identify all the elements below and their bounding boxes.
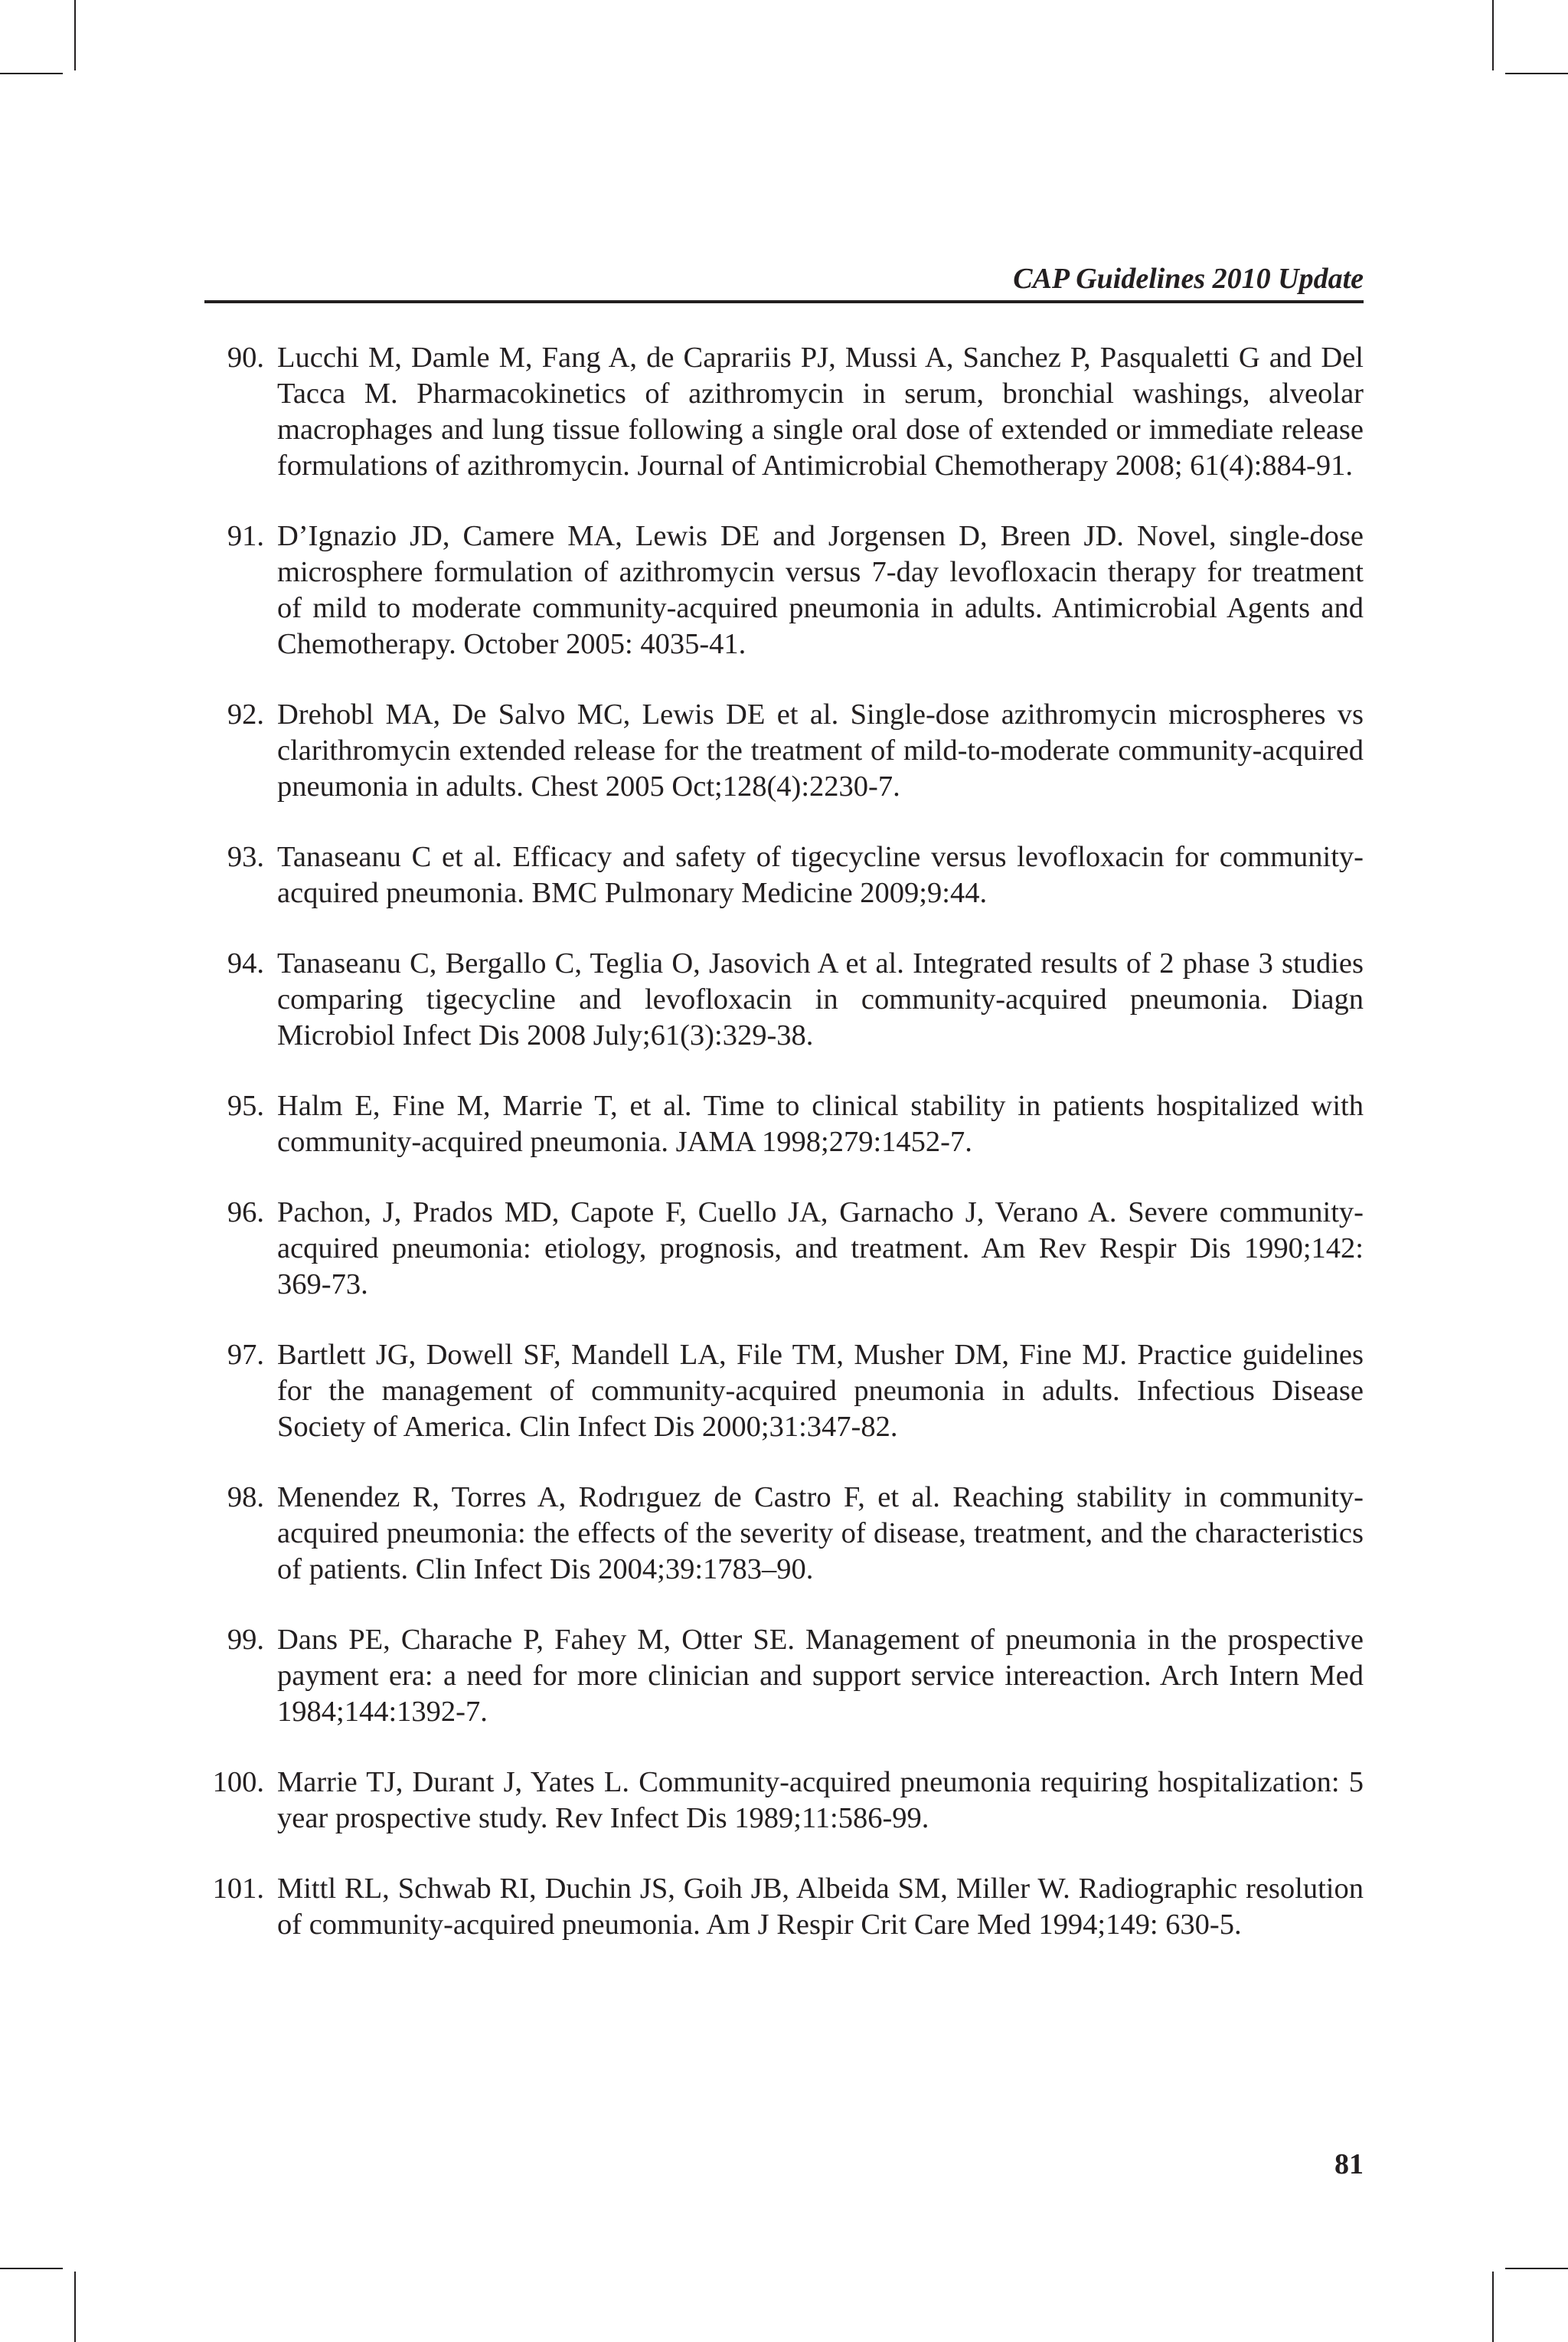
reference-number: 92. <box>227 698 264 731</box>
reference-text: D’Ignazio JD, Camere MA, Lewis DE and Jorgensen D, Breen JD. Novel, single-dose microsphere formulation of azithromycin versus 7-day levofloxacin therapy for treatment of mild to moderate community-acquired pneumonia in adults. Antimicrobial Agents and Chemotherapy. October 2005: 4035-41. <box>277 520 1364 660</box>
reference-text: Pachon, J, Prados MD, Capote F, Cuello JA, Garnacho J, Verano A. Severe community-acquired pneumonia: etiology, prognosis, and treatment. Am Rev Respir Dis 1990;142: 369-73. <box>277 1196 1364 1300</box>
reference-number: 91. <box>227 520 264 552</box>
reference-item <box>204 1480 1364 1588</box>
reference-number: 94. <box>227 947 264 980</box>
reference-number: 93. <box>227 841 264 873</box>
reference-text: Tanaseanu C et al. Efficacy and safety of tigecycline versus levofloxacin for community-acquired pneumonia. BMC Pulmonary Medicine 2009;9:44. <box>277 841 1364 909</box>
reference-list <box>204 340 1364 1977</box>
reference-item <box>204 839 1364 911</box>
reference-item <box>204 1088 1364 1160</box>
reference-item <box>204 340 1364 484</box>
header-rule <box>204 300 1364 303</box>
reference-number: 101. <box>212 1873 264 1905</box>
reference-number: 97. <box>227 1339 264 1371</box>
reference-item <box>204 1622 1364 1730</box>
crop-mark-bottom-right-horizontal <box>1505 2268 1568 2269</box>
crop-mark-bottom-left-vertical <box>74 2272 76 2342</box>
crop-mark-top-left-horizontal <box>0 73 63 74</box>
reference-text: Menendez R, Torres A, Rodrıguez de Castro F, et al. Reaching stability in community-acquired pneumonia: the effects of the severity of disease, treatment, and the characteristics of patients. Clin Infect Dis 2004;39:1783–90. <box>277 1481 1364 1585</box>
reference-item <box>204 946 1364 1054</box>
reference-item <box>204 1765 1364 1837</box>
reference-number: 90. <box>227 342 264 374</box>
reference-item <box>204 1871 1364 1943</box>
reference-number: 98. <box>227 1481 264 1513</box>
reference-item <box>204 1195 1364 1303</box>
running-head-title: CAP Guidelines 2010 Update <box>1013 263 1364 295</box>
crop-mark-top-right-horizontal <box>1505 73 1568 74</box>
reference-text: Lucchi M, Damle M, Fang A, de Caprariis PJ, Mussi A, Sanchez P, Pasqualetti G and Del Tacca M. Pharmacokinetics of azithromycin in serum, bronchial washings, alveolar macrophages and lung tissue following a single oral dose of extended or immediate release formulations of azithromycin. Journal of Antimicrobial Chemotherapy 2008; 61(4):884-91. <box>277 342 1364 482</box>
crop-mark-bottom-left-horizontal <box>0 2268 63 2269</box>
reference-text: Halm E, Fine M, Marrie T, et al. Time to clinical stability in patients hospitalized with community-acquired pneumonia. JAMA 1998;279:1452-7. <box>277 1090 1364 1158</box>
reference-number: 95. <box>227 1090 264 1122</box>
reference-text: Mittl RL, Schwab RI, Duchin JS, Goih JB, Albeida SM, Miller W. Radiographic resolution of community-acquired pneumonia. Am J Respir Crit Care Med 1994;149: 630-5. <box>277 1873 1364 1941</box>
reference-item <box>204 697 1364 805</box>
reference-text: Bartlett JG, Dowell SF, Mandell LA, File TM, Musher DM, Fine MJ. Practice guidelines for the management of community-acquired pneumonia in adults. Infectious Disease Society of America. Clin Infect Dis 2000;31:347-82. <box>277 1339 1364 1443</box>
reference-text: Marrie TJ, Durant J, Yates L. Community-acquired pneumonia requiring hospitalization: 5 year prospective study. Rev Infect Dis 1989;11:586-99. <box>277 1766 1364 1834</box>
reference-number: 100. <box>212 1766 264 1798</box>
crop-mark-bottom-right-vertical <box>1492 2272 1494 2342</box>
reference-item <box>204 518 1364 662</box>
reference-item <box>204 1337 1364 1445</box>
crop-mark-top-right-vertical <box>1492 0 1494 70</box>
reference-number: 99. <box>227 1624 264 1656</box>
reference-text: Dans PE, Charache P, Fahey M, Otter SE. Management of pneumonia in the prospective payment era: a need for more clinician and support service intereaction. Arch Intern Med 1984;144:1392-7. <box>277 1624 1364 1728</box>
reference-number: 96. <box>227 1196 264 1228</box>
reference-text: Tanaseanu C, Bergallo C, Teglia O, Jasovich A et al. Integrated results of 2 phase 3 studies comparing tigecycline and levofloxacin in community-acquired pneumonia. Diagn Microbiol Infect Dis 2008 July;61(3):329-38. <box>277 947 1364 1052</box>
reference-text: Drehobl MA, De Salvo MC, Lewis DE et al. Single-dose azithromycin microspheres vs clarithromycin extended release for the treatment of mild-to-moderate community-acquired pneumonia in adults. Chest 2005 Oct;128(4):2230-7. <box>277 698 1364 803</box>
page-number: 81 <box>1334 2148 1364 2180</box>
crop-mark-top-left-vertical <box>74 0 76 70</box>
